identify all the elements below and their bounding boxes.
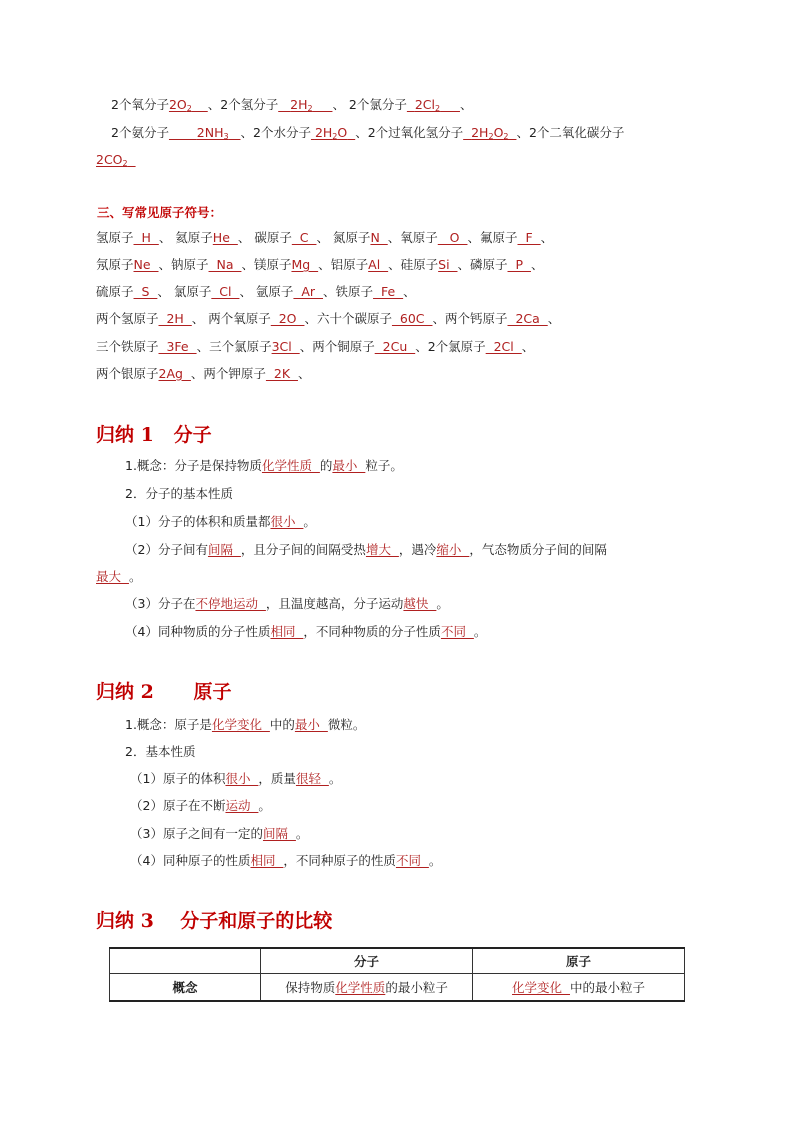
- atom-answer: 3Cl: [271, 339, 300, 354]
- atom-label: 、三个氯原子: [196, 339, 272, 354]
- label-h2o: 、2个水分子: [240, 125, 311, 140]
- atom-label: 、铝原子: [318, 257, 369, 272]
- table-row: [110, 974, 685, 1002]
- atom-label: 、 氯原子: [157, 284, 212, 299]
- atom-label: 、两个铜原子: [299, 339, 375, 354]
- atom-label: 、铁原子: [323, 284, 374, 299]
- atom-answer: 2Ca: [507, 311, 548, 326]
- atom-answer: Ar: [293, 284, 324, 299]
- s2-prop-2: （2）原子在不断运动 。: [130, 798, 271, 813]
- atom-answer: Cl: [211, 284, 240, 299]
- atom-label: 、2个氯原子: [415, 339, 486, 354]
- atom-answer: N: [370, 230, 388, 245]
- atom-label: 、 氦原子: [158, 230, 213, 245]
- answer-o2: $2O_2$: [168, 97, 192, 113]
- atom-label: 、镁原子: [241, 257, 292, 272]
- label-co2: 、2个二氧化碳分子: [516, 125, 625, 140]
- atom-label: 氢原子: [96, 230, 134, 245]
- atom-answer: 2H: [158, 311, 192, 326]
- answer-h2o2: $2H_2O_2$: [471, 125, 509, 141]
- table-header-molecule: 分子: [261, 948, 473, 974]
- atom-row-separator: 、: [547, 311, 561, 326]
- atom-label: 、氟原子: [467, 230, 518, 245]
- atom-row-2: [96, 256, 543, 274]
- atom-answer: 2Ag: [158, 366, 191, 381]
- atom-answer: He: [212, 230, 238, 245]
- table-cell-atom-concept: 化学变化 中的最小粒子: [473, 974, 685, 1002]
- atom-answer: 60C: [391, 311, 433, 326]
- answer-cl2: $2Cl_2$: [414, 97, 441, 113]
- s2-prop-1: （1）原子的体积很小 ，质量很轻 。: [130, 771, 342, 786]
- atom-answer: 3Fe: [158, 339, 197, 354]
- label-nh3: 2个氨分子: [111, 125, 169, 140]
- table-header-empty: [110, 948, 261, 974]
- atom-row-6: [96, 365, 310, 383]
- s1-concept: 1.概念：分子是保持物质化学性质 的最小 粒子。: [125, 458, 403, 473]
- table-header-row: [110, 948, 685, 974]
- atom-answer: Ne: [133, 257, 159, 272]
- atom-answer: Na: [208, 257, 242, 272]
- atom-label: 、 两个氧原子: [191, 311, 271, 326]
- answer-nh3: $2NH_3$: [196, 125, 229, 141]
- atom-answer: Mg: [291, 257, 319, 272]
- atom-row-separator: 、: [530, 257, 544, 272]
- label-h2o2: 、2个过氧化氢分子: [355, 125, 464, 140]
- s2-properties-title: 2．基本性质: [125, 744, 196, 759]
- answer-co2: $2CO_2$: [96, 152, 128, 168]
- atom-row-separator: 、: [403, 284, 416, 299]
- s2-prop-4: （4）同种原子的性质相同 ，不同种原子的性质不同 。: [130, 853, 442, 868]
- atom-label: 氖原子: [96, 257, 134, 272]
- atom-answer: Al: [368, 257, 389, 272]
- molecule-line-1: 2个氧分子$2O_2$ 、2个氢分子 $2H_2$ 、 2个氯分子 $2Cl_2$ 、: [111, 97, 473, 113]
- atom-row-1: [96, 229, 553, 247]
- s1-prop-1: （1）分子的体积和质量都很小 。: [125, 514, 316, 529]
- atom-row-separator: 、: [297, 366, 311, 381]
- s2-prop-3: （3）原子之间有一定的间隔 。: [130, 826, 309, 841]
- atom-answer: P: [507, 257, 531, 272]
- atom-answer: H: [133, 230, 159, 245]
- s1-properties-title: 2．分子的基本性质: [125, 486, 233, 501]
- atom-answer: 2Cu: [374, 339, 416, 354]
- atom-label: 三个铁原子: [96, 339, 159, 354]
- atom-label: 、两个钙原子: [432, 311, 508, 326]
- atom-answer: 2O: [270, 311, 305, 326]
- s1-prop-3: （3）分子在不停地运动 ，且温度越高，分子运动越快 。: [125, 596, 449, 611]
- table-row-label-concept: 概念: [110, 974, 261, 1002]
- s1-prop-4: （4）同种物质的分子性质相同 ，不同种物质的分子性质不同 。: [125, 624, 487, 639]
- atom-row-separator: 、: [521, 339, 535, 354]
- atom-answer: O: [437, 230, 468, 245]
- atom-row-5: [96, 338, 534, 356]
- atom-answer: F: [517, 230, 541, 245]
- atom-row-separator: 、: [540, 230, 554, 245]
- atom-label: 两个银原子: [96, 366, 159, 381]
- table-header-atom: 原子: [473, 948, 685, 974]
- atom-row-4: [96, 310, 560, 328]
- atom-answer: C: [291, 230, 317, 245]
- label-o2: 2个氧分子: [111, 97, 169, 112]
- s2-concept: 1.概念：原子是化学变化 中的最小 微粒。: [125, 717, 366, 732]
- heading-summary-1: 归纳 1 分子: [96, 424, 212, 446]
- answer-h2o: $2H_2O$: [314, 125, 348, 141]
- label-cl2: 、 2个氯分子: [332, 97, 407, 112]
- atom-label: 两个氢原子: [96, 311, 159, 326]
- atom-label: 、氧原子: [387, 230, 438, 245]
- atom-answer: Fe: [373, 284, 404, 299]
- atom-answer: 2K: [265, 366, 298, 381]
- atom-label: 、 氮原子: [316, 230, 371, 245]
- s1-prop-2: （2）分子间有间隔 ，且分子间的间隔受热增大 ，遇冷缩小 ，气态物质分子间的间隔: [125, 542, 607, 557]
- atom-label: 、硅原子: [388, 257, 439, 272]
- answer-h2: $2H_2$: [290, 97, 313, 113]
- molecule-line-2: [111, 124, 624, 146]
- comparison-table: [109, 947, 685, 1002]
- table-cell-molecule-concept: 保持物质化学性质的最小粒子: [261, 974, 473, 1002]
- molecule-line-3: [96, 151, 136, 173]
- atom-answer: Si: [438, 257, 458, 272]
- label-h2: 、2个氢分子: [207, 97, 279, 112]
- section-title-atoms: 三、写常见原子符号：: [97, 205, 223, 220]
- atom-label: 、六十个碳原子: [304, 311, 392, 326]
- heading-summary-3: 归纳 3 分子和原子的比较: [96, 910, 333, 932]
- s1-answer-smallest: 最小: [332, 458, 366, 473]
- atom-label: 、磷原子: [457, 257, 508, 272]
- atom-row-3: [96, 283, 416, 301]
- atom-label: 、钠原子: [158, 257, 209, 272]
- atom-label: 、两个钾原子: [190, 366, 266, 381]
- atom-label: 硫原子: [96, 284, 134, 299]
- heading-summary-2: 归纳 2 原子: [96, 681, 232, 703]
- atom-label: 、 碳原子: [237, 230, 292, 245]
- s1-answer-chemprop: 化学性质: [261, 458, 320, 473]
- s1-prop-2-cont: 最大 。: [96, 569, 142, 584]
- atom-answer: 2Cl: [485, 339, 522, 354]
- atom-label: 、 氩原子: [239, 284, 294, 299]
- atom-answer: S: [133, 284, 158, 299]
